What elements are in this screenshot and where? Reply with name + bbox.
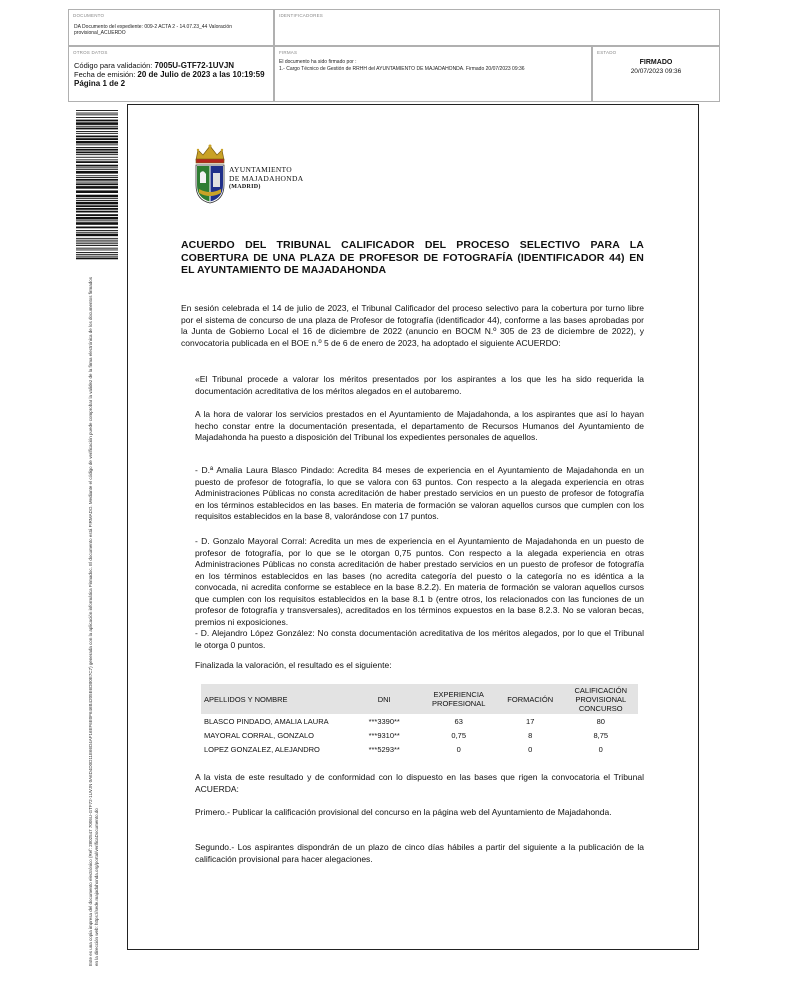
cell-dni: ***3390** — [368, 716, 400, 726]
cell-experience: 0 — [456, 744, 461, 754]
barcode-bar — [76, 175, 118, 176]
signatures-box — [274, 46, 592, 102]
barcode-bar — [76, 136, 118, 138]
barcode-bar — [76, 217, 118, 220]
codigo-label: Código para validación: — [74, 61, 153, 70]
barcode-bar — [76, 248, 118, 249]
cell-name: MAYORAL CORRAL, GONZALO — [204, 730, 315, 740]
header-dni: DNI — [348, 684, 421, 714]
barcode-bar — [76, 183, 118, 185]
barcode-bar — [76, 234, 118, 237]
primero-paragraph: Primero.- Publicar la calificación provisional del concurso en la página web del Ayuntamiento de Majadahonda. — [195, 807, 612, 817]
intro-paragraph: En sesión celebrada el 14 de julio de 2023, el Tribunal Calificador del proceso selectivo para la cobertura por turno libre por el sistema de concurso de una plaza de Profesor de fotografía (identificador 44), conforme a las bases aprobadas por la Junta de Gobierno Local el 16 de diciembre de 2022 (anuncio en BOCM N.º 305 de 23 de diciembre de 2022), y convocatoria publicada en el BOE n.º 5 de 6 de enero de 2023, ha adoptado el siguiente ACUERDO: — [181, 303, 644, 348]
barcode-bar — [76, 154, 118, 155]
header-score: CALIFICACIÓN PROVISIONAL CONCURSO — [564, 684, 639, 714]
barcode-bar — [76, 240, 118, 241]
barcode-bar — [76, 114, 118, 115]
barcode-bar — [76, 179, 118, 181]
barcode-bar — [76, 131, 118, 132]
fecha-value: 20 de Julio de 2023 a las 10:19:59 — [137, 70, 265, 79]
barcode-bar — [76, 117, 118, 118]
barcode-bar — [76, 186, 118, 189]
barcode-bar — [76, 133, 118, 134]
table-row — [201, 714, 638, 728]
document-box — [68, 9, 274, 46]
cell-dni: ***9310** — [368, 730, 400, 740]
cell-training: 8 — [528, 730, 533, 740]
validation-info — [74, 61, 265, 88]
barcode-bar — [76, 190, 118, 193]
barcode-bar — [76, 171, 118, 174]
coat-of-arms-logo — [193, 143, 227, 205]
table-header-row — [201, 684, 638, 714]
barcode-bar — [76, 167, 118, 168]
firmas-line-2: 1.- Cargo Técnico de Gestión de RRHH del AYUNTAMIENTO DE MAJADAHONDA. Firmado 20/07/2023 09:36 — [279, 66, 525, 72]
barcode-bar — [76, 232, 118, 233]
cell-training: 17 — [526, 716, 535, 726]
barcode-bar — [76, 243, 118, 244]
documento-text: DA Documento del expediente: 009-2 ACTA 2 - 14.07.23_44 Valoración provisional_ACUERDO — [74, 24, 232, 36]
barcode-bar — [76, 256, 118, 257]
final-paragraph: Finalizada la valoración, el resultado es el siguiente: — [195, 660, 392, 670]
barcode-bar — [76, 152, 118, 154]
barcode-bar — [76, 245, 118, 246]
barcode-bar — [76, 227, 118, 229]
cell-name: LOPEZ GONZALEZ, ALEJANDRO — [204, 744, 320, 754]
barcode-bar — [76, 220, 118, 221]
logo-line-1: AYUNTAMIENTO — [229, 165, 292, 174]
otros-datos-label: OTROS DATOS — [73, 50, 108, 55]
candidate-paragraph-3: - D. Alejandro López González: No consta documentación acreditativa de los méritos alegados, por lo que el Tribunal le otorga 0 puntos. — [195, 628, 644, 650]
barcode-bar — [76, 198, 118, 199]
barcode-bar — [76, 144, 118, 145]
barcode-bar — [76, 169, 118, 170]
barcode-bar — [76, 222, 118, 225]
barcode-bar — [76, 110, 118, 111]
barcode-bar — [76, 122, 118, 125]
cell-training: 0 — [528, 744, 533, 754]
codigo-value: 7005U-GTF72-1UVJN — [154, 61, 235, 70]
cell-score: 8,75 — [593, 730, 609, 740]
barcode-bar — [76, 147, 118, 148]
segundo-paragraph: Segundo.- Los aspirantes dispondrán de un plazo de cinco días hábiles a partir del siguiente a la publicación de la calificación provisional para hacer alegaciones. — [195, 842, 644, 864]
barcode-bar — [76, 113, 118, 114]
barcode-bar — [76, 250, 118, 251]
quote-paragraph-2: A la hora de valorar los servicios prestados en el Ayuntamiento de Majadahonda, a los aspirantes que así lo hayan hecho constar entre la documentación presentada, el departamento de Recursos Humanos del Ayuntamiento de Majadahonda ha puesto a disposición del Tribunal los expedientes personales de aquellos. — [195, 409, 644, 442]
barcode-bar — [76, 254, 118, 255]
barcode-bar — [76, 202, 118, 205]
barcode-bar — [76, 252, 118, 253]
barcode-bar — [76, 157, 118, 158]
estado-value: FIRMADO — [639, 59, 673, 66]
results-table — [201, 684, 638, 756]
barcode-bar — [76, 258, 118, 260]
barcode-bar — [76, 120, 118, 122]
table-row — [201, 742, 638, 756]
barcode-bar — [76, 211, 118, 213]
documento-label: DOCUMENTO — [73, 13, 105, 18]
verification-side-text: Este es una copia impresa del documento electrónico (Ref: 2802547 7005U-GTF72-1UVJN 0A6D4D0D11E66D4AF16EF6E0F646B4205E6DB0E7C7) generada con la aplicación informática Firmadoc. El documento está FIRMADO. Mediante el código de verificación puede comprobar la validez de la firma electrónica de los documentos firmados en la dirección web: https://sede.majadahonda.org/portal/verificaDocumento.do — [88, 276, 99, 966]
table-row — [201, 728, 638, 742]
estado-label: ESTADO — [597, 50, 617, 55]
cell-experience: 0,75 — [451, 730, 467, 740]
cell-score: 80 — [596, 716, 605, 726]
barcode-bar — [76, 230, 118, 231]
barcode-bar — [76, 165, 118, 167]
cell-score: 0 — [598, 744, 603, 754]
barcode-bar — [76, 138, 118, 140]
fecha-label: Fecha de emisión: — [74, 70, 136, 79]
identifiers-box — [274, 9, 720, 46]
barcode-bar — [76, 238, 118, 239]
barcode-bar — [76, 200, 118, 201]
document-title: ACUERDO DEL TRIBUNAL CALIFICADOR DEL PROCESO SELECTIVO PARA LA COBERTURA DE UNA PLAZA DE PROFESOR DE FOTOGRAFÍA (IDENTIFICADOR 44) EN EL AYUNTAMIENTO DE MAJADAHONDA — [181, 239, 644, 276]
barcode-bar — [76, 141, 118, 144]
barcode-bar — [76, 182, 118, 183]
barcode — [76, 110, 118, 260]
barcode-bar — [76, 161, 118, 163]
barcode-bar — [76, 126, 118, 127]
header-training: FORMACIÓN — [497, 684, 564, 714]
header-experience: EXPERIENCIA PROFESIONAL — [421, 684, 497, 714]
barcode-bar — [76, 128, 118, 130]
logo-line-3: (MADRID) — [229, 184, 261, 190]
barcode-bar — [76, 159, 118, 160]
barcode-bar — [76, 205, 118, 207]
cell-dni: ***5293** — [368, 744, 400, 754]
firmas-line-1: El documento ha sido firmado por : — [279, 59, 357, 65]
logo-line-2: DE MAJADAHONDA — [229, 174, 304, 183]
barcode-bar — [76, 242, 118, 243]
barcode-bar — [76, 208, 118, 210]
barcode-bar — [76, 195, 118, 198]
estado-date: 20/07/2023 09:36 — [630, 68, 682, 75]
signature-text — [279, 59, 589, 73]
barcode-bar — [76, 177, 118, 178]
barcode-bar — [76, 214, 118, 216]
conclusion-paragraph: A la vista de este resultado y de conformidad con lo dispuesto en las bases que rigen la convocatoria el Tribunal ACUERDA: — [195, 772, 644, 794]
page-frame — [127, 104, 699, 950]
firmas-label: FIRMAS — [279, 50, 298, 55]
header-name: APELLIDOS Y NOMBRE — [201, 684, 348, 714]
barcode-bar — [76, 149, 118, 151]
state-box — [592, 46, 720, 102]
other-data-box — [68, 46, 274, 102]
candidate-paragraph-2: - D. Gonzalo Mayoral Corral: Acredita un mes de experiencia en el Ayuntamiento de Majadahonda en un puesto de profesor de fotografía, por lo que se le otorgan 0,75 puntos. Con respecto a la alegada experiencia en otras Administraciones Públicas no consta acreditación de haber prestado servicios en un puesto de profesor de fotografía en los términos establecidos en las bases (no acredita categoría del puesto o la categoría no es idéntica a la convocada, ni acredita conforme se establece en la base 8.2.2). En materia de formación se valoran aquellos cursos que cumplen con los requisitos establecidos en la base 8.1 b (entre otros, los relacionados con las funciones de un profesor de fotografía y transversales), acreditados en los términos expuestos en la base 8.2.3. No se valoran becas, premios ni exposiciones. — [195, 536, 644, 627]
candidate-paragraph-1: - D.ª Amalia Laura Blasco Pindado: Acredita 84 meses de experiencia en el Ayuntamiento de Majadahonda en un puesto de profesor de fotografía, lo que se valora con 63 puntos. Con respecto a la alegada experiencia en otras Administraciones Públicas no consta acreditación de haber prestado servicios en un puesto de profesor de fotografía en los términos establecidos en las bases. En materia de formación se valoran aquellos cursos que cumplen con los requisitos establecidos en la base 8, valorándose con 17 puntos. — [195, 465, 644, 521]
ayuntamiento-name — [229, 165, 303, 192]
identificadores-label: IDENTIFICADORES — [279, 13, 324, 18]
quote-paragraph-1: «El Tribunal procede a valorar los méritos presentados por los aspirantes a los que les ha sido requerida la documentación acreditativa de los méritos alegados en el autobaremo. — [195, 374, 644, 396]
cell-name: BLASCO PINDADO, AMALIA LAURA — [204, 716, 329, 726]
pagina-label: Página 1 de 2 — [74, 79, 126, 88]
cell-experience: 63 — [454, 716, 463, 726]
